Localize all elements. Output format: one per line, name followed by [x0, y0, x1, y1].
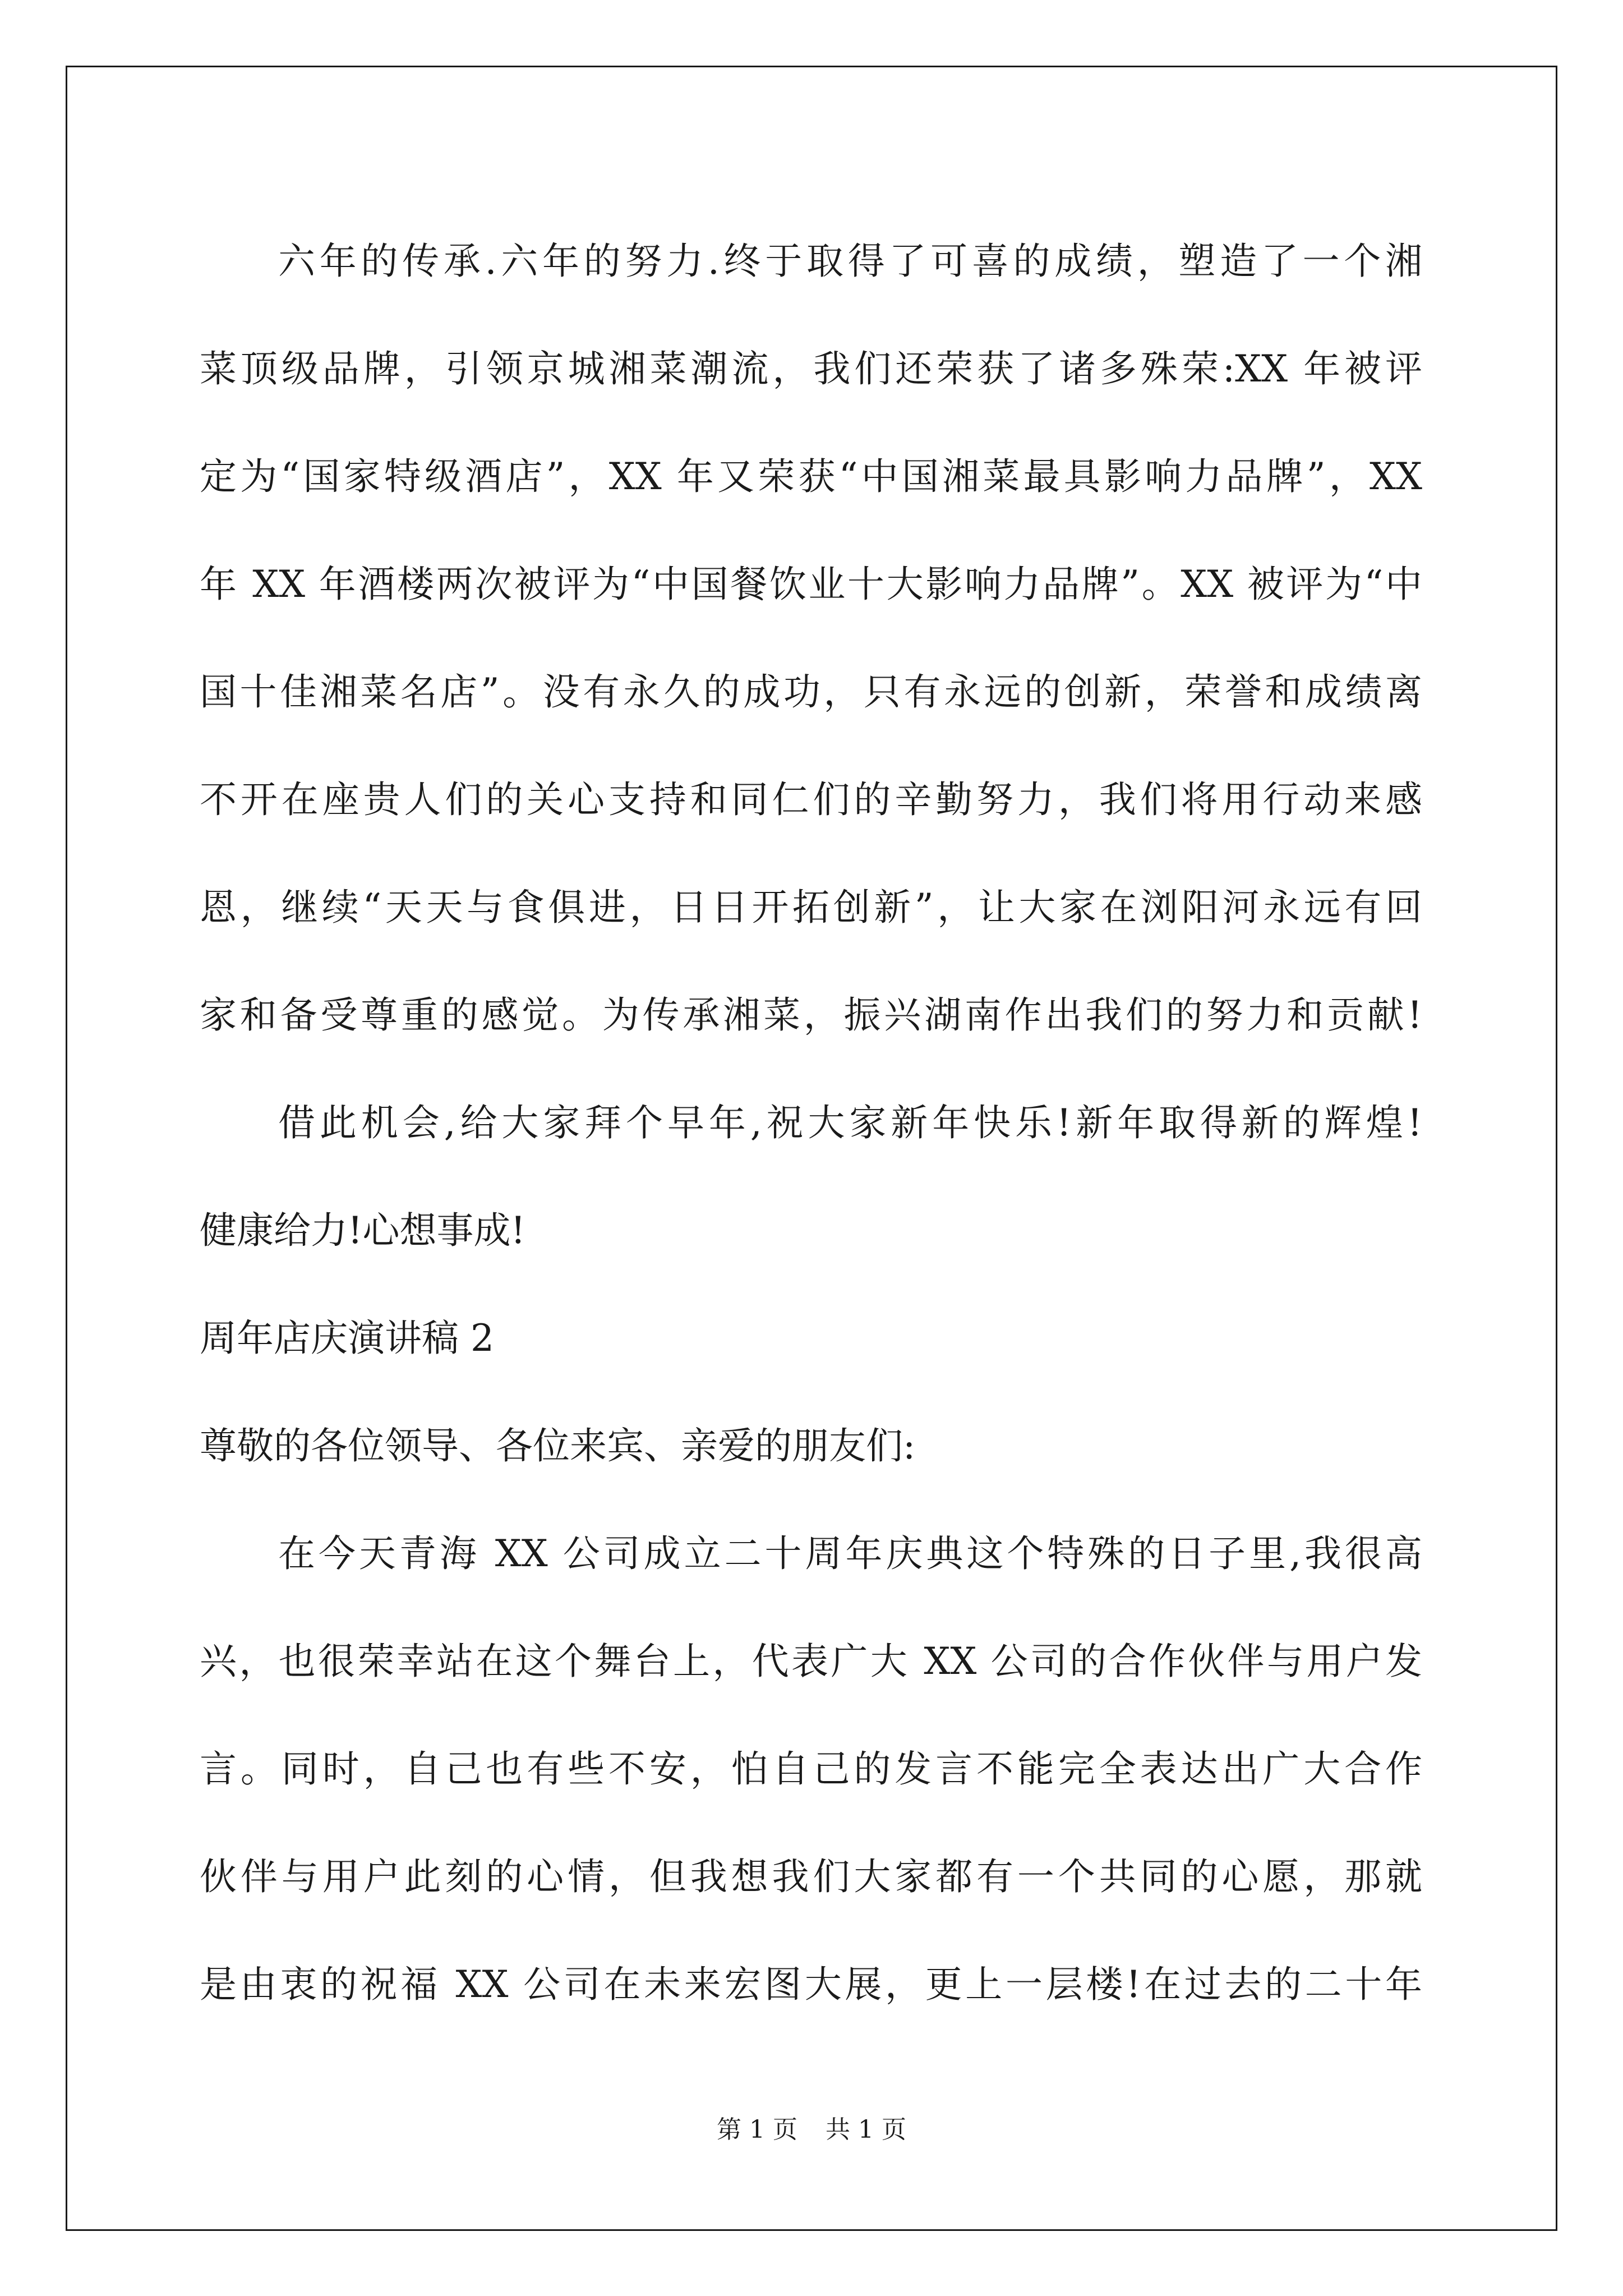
paragraph-1-line-3: 定为“国家特级酒店”，XX 年又荣获“中国湘菜最具影响力品牌”，XX: [200, 455, 1422, 498]
paragraph-1-line-2: 菜顶级品牌，引领京城湘菜潮流，我们还荣获了诸多殊荣:XX 年被评: [200, 347, 1422, 390]
paragraph-2-line-2: 健康给力!心想事成!: [200, 1209, 526, 1252]
salutation: 尊敬的各位领导、各位来宾、亲爱的朋友们:: [200, 1424, 916, 1467]
paragraph-1-line-7: 恩，继续“天天与食俱进，日日开拓创新”，让大家在浏阳河永远有回: [200, 886, 1422, 929]
section-heading: 周年店庆演讲稿 2: [200, 1317, 494, 1360]
page-total: 共 1 页: [826, 2115, 906, 2144]
paragraph-1-line-1: 六年的传承.六年的努力.终于取得了可喜的成绩，塑造了一个湘: [278, 240, 1422, 283]
paragraph-3-line-5: 是由衷的祝福 XX 公司在未来宏图大展，更上一层楼!在过去的二十年: [200, 1963, 1422, 2006]
paragraph-2-line-1: 借此机会,给大家拜个早年,祝大家新年快乐!新年取得新的辉煌!: [278, 1101, 1422, 1144]
page-number: 第 1 页: [717, 2115, 797, 2144]
document-body: [200, 208, 1422, 2039]
page-footer: [0, 2109, 1623, 2145]
paragraph-1-line-6: 不开在座贵人们的关心支持和同仁们的辛勤努力，我们将用行动来感: [200, 778, 1422, 821]
paragraph-3-line-2: 兴，也很荣幸站在这个舞台上，代表广大 XX 公司的合作伙伴与用户发: [200, 1640, 1422, 1683]
paragraph-1-line-4: 年 XX 年酒楼两次被评为“中国餐饮业十大影响力品牌”。XX 被评为“中: [200, 563, 1422, 606]
paragraph-1-line-8: 家和备受尊重的感觉。为传承湘菜，振兴湖南作出我们的努力和贡献!: [200, 993, 1422, 1037]
paragraph-3-line-4: 伙伴与用户此刻的心情，但我想我们大家都有一个共同的心愿，那就: [200, 1855, 1422, 1898]
paragraph-3-line-3: 言。同时，自己也有些不安，怕自己的发言不能完全表达出广大合作: [200, 1747, 1422, 1791]
paragraph-3-line-1: 在今天青海 XX 公司成立二十周年庆典这个特殊的日子里,我很高: [278, 1532, 1422, 1575]
paragraph-1-line-5: 国十佳湘菜名店”。没有永久的成功，只有永远的创新，荣誉和成绩离: [200, 670, 1422, 714]
